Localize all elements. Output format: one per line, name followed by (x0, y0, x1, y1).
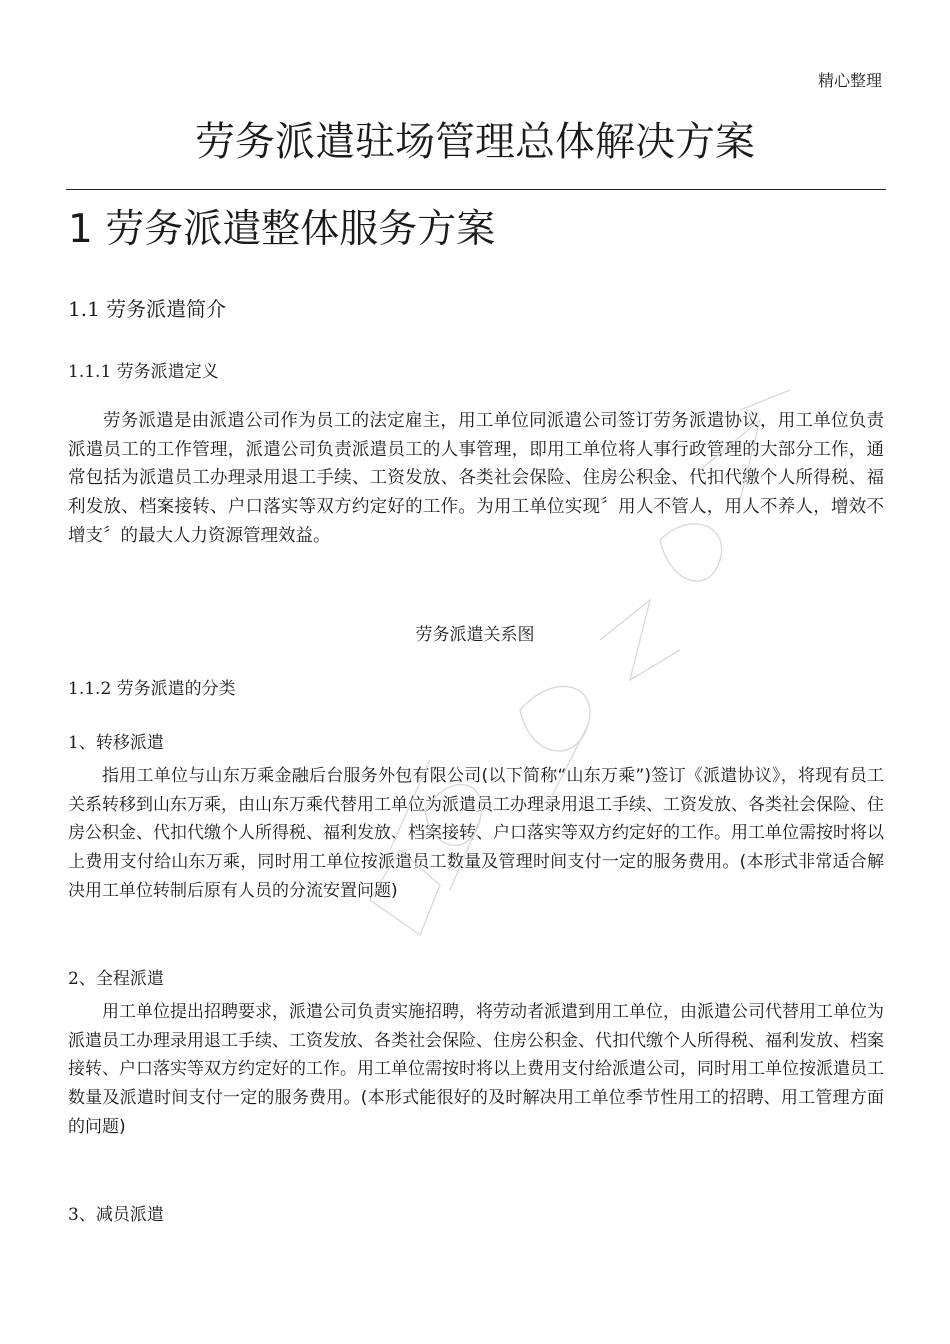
header-note: 精心整理 (817, 71, 882, 90)
item-2-paragraph: 用工单位提出招聘要求，派遣公司负责实施招聘，将劳动者派遣到用工单位，由派遣公司代替用工单位为派遣员工办理录用退工手续、工资发放、各类社会保险、住房公积金、代扣代缴个人所得税、福利发放、档案接转、户口落实等双方约定好的工作。用工单位需按时将以上费用支付给派遣公司，同时用工单位按派遣员工数量及派遣时间支付一定的服务费用。(本形式能很好的及时解决用工单位季节性用工的招聘、用工管理方面的问题) (68, 1002, 884, 1137)
item-2-label: 2、全程派遣 (68, 969, 164, 989)
item-3-label: 3、减员派遣 (68, 1205, 164, 1225)
section-1-1-2-heading: 1.1.2 劳务派遣的分类 (68, 679, 236, 699)
section-1-heading: 1 劳务派遣整体服务方案 (68, 207, 496, 252)
section-1-1-heading: 1.1 劳务派遣简介 (68, 297, 227, 321)
definition-paragraph: 劳务派遣是由派遣公司作为员工的法定雇主，用工单位同派遣公司签订劳务派遣协议，用工单位负责派遣员工的工作管理，派遣公司负责派遣员工的人事管理，即用工单位将人事行政管理的大部分工作，通常包括为派遣员工办理录用退工手续、工资发放、各类社会保险、住房公积金、代扣代缴个人所得税、福利发放、档案接转、户口落实等双方约定好的工作。为用工单位实现〞用人不管人，用人不养人，增效不增支〞的最大人力资源管理效益。 (68, 411, 884, 546)
document-title: 劳务派遣驻场管理总体解决方案 (195, 119, 755, 165)
figure-caption: 劳务派遣关系图 (415, 625, 535, 645)
item-1-paragraph: 指用工单位与山东万乘金融后台服务外包有限公司(以下简称“山东万乘”)签订《派遣协议》，将现有员工关系转移到山东万乘，由山东万乘代替用工单位为派遣员工办理录用退工手续、工资发放、各类社会保险、住房公积金、代扣代缴个人所得税、福利发放、档案接转、户口落实等双方约定好的工作。用工单位需按时将以上费用支付给山东万乘，同时用工单位按派遣员工数量及管理时间支付一定的服务费用。(本形式非常适合解决用工单位转制后原有人员的分流安置问题) (68, 766, 884, 901)
title-divider (66, 189, 886, 190)
section-1-1-1-heading: 1.1.1 劳务派遣定义 (68, 362, 219, 382)
item-1-label: 1、转移派遣 (68, 733, 164, 753)
